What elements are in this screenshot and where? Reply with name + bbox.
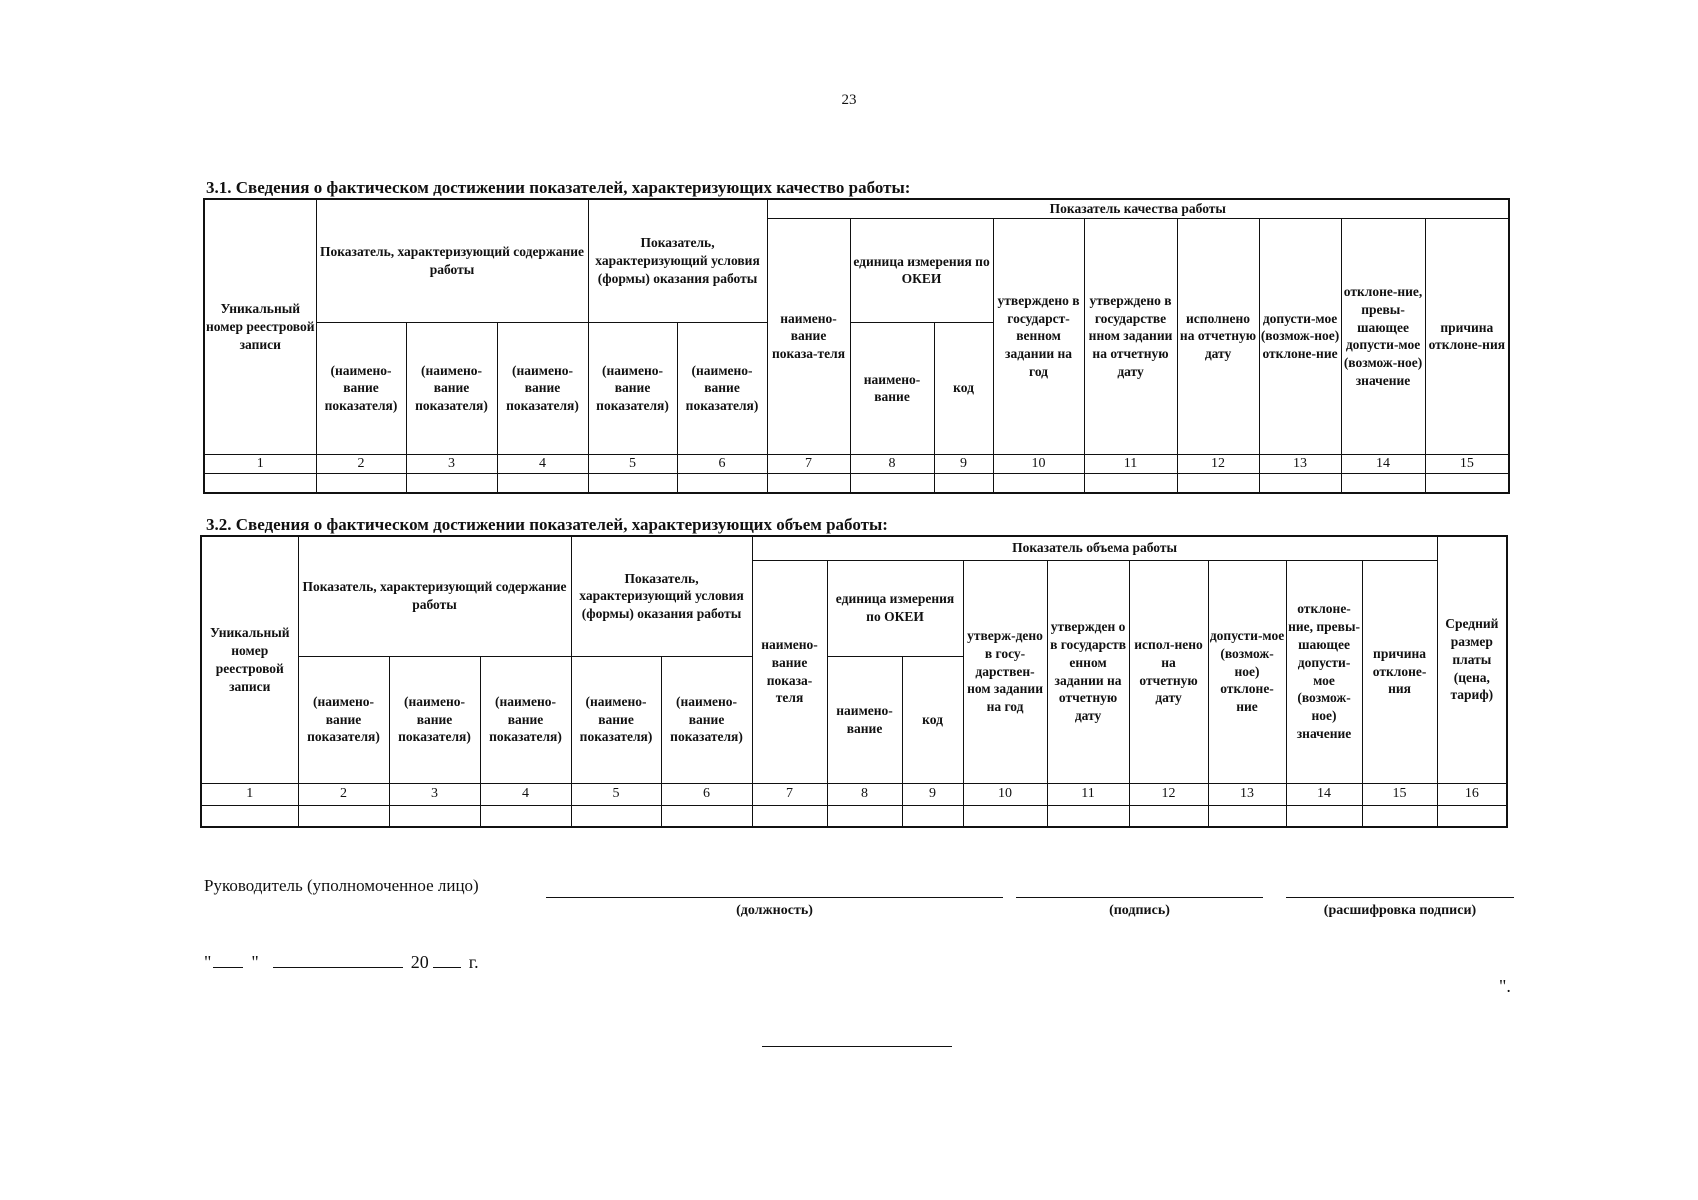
group-quality-indicator: Показатель качества работы xyxy=(767,199,1509,218)
column-number: 1 xyxy=(204,454,316,473)
page-number: 23 xyxy=(841,92,857,108)
column-number: 4 xyxy=(497,454,588,473)
empty-cell xyxy=(1084,474,1177,493)
column-number: 13 xyxy=(1259,454,1341,473)
empty-cell xyxy=(588,474,677,493)
month-blank[interactable] xyxy=(273,967,403,968)
empty-cell xyxy=(1129,805,1208,827)
column-number: 14 xyxy=(1286,783,1362,805)
col-content-indicator: Показатель, характеризующий содержание работы xyxy=(298,536,571,656)
end-mark: ". xyxy=(1499,976,1511,996)
column-number: 11 xyxy=(1084,454,1177,473)
col-conditions-indicator: Показатель, характеризующий условия (формы) оказания работы xyxy=(588,199,767,322)
column-number: 5 xyxy=(571,783,661,805)
signature-caption: (подпись) xyxy=(1109,903,1170,918)
column-number: 3 xyxy=(389,783,480,805)
column-number: 10 xyxy=(963,783,1047,805)
col-okei-name: наимено-вание xyxy=(827,656,902,783)
sub-indicator-name: (наимено-вание показателя) xyxy=(298,656,389,783)
sub-indicator-name: (наимено-вание показателя) xyxy=(661,656,752,783)
col-okei-unit: единица измерения по ОКЕИ xyxy=(850,218,993,322)
col-exceeding-deviation: отклоне-ние, превы-шающее допусти-мое (возмож-ное) значение xyxy=(1286,560,1362,783)
col-done-report-date: испол-нено на отчетную дату xyxy=(1129,560,1208,783)
col-allowed-deviation: допусти-мое (возмож-ное) отклоне-ние xyxy=(1208,560,1286,783)
column-number: 8 xyxy=(827,783,902,805)
column-number: 12 xyxy=(1177,454,1259,473)
sub-indicator-name: (наимено-вание показателя) xyxy=(406,322,497,454)
empty-cell xyxy=(902,805,963,827)
signature-line[interactable] xyxy=(1016,897,1263,898)
section-3-1-title: 3.1. Сведения о фактическом достижении показателей, характеризующих качество работы: xyxy=(206,178,911,197)
col-indicator-name: наимено-вание показа-теля xyxy=(752,560,827,783)
column-number: 7 xyxy=(752,783,827,805)
sub-indicator-name: (наимено-вание показателя) xyxy=(389,656,480,783)
decode-line[interactable] xyxy=(1286,897,1514,898)
sub-indicator-name: (наимено-вание показателя) xyxy=(571,656,661,783)
empty-cell xyxy=(963,805,1047,827)
column-number: 5 xyxy=(588,454,677,473)
column-number: 6 xyxy=(677,454,767,473)
col-okei-code: код xyxy=(934,322,993,454)
empty-cell xyxy=(934,474,993,493)
empty-cell xyxy=(204,474,316,493)
col-done-report-date: исполнено на отчетную дату xyxy=(1177,218,1259,454)
empty-cell xyxy=(389,805,480,827)
sub-indicator-name: (наимено-вание показателя) xyxy=(677,322,767,454)
column-number: 8 xyxy=(850,454,934,473)
col-approved-report-date: утверждено в государстве нном задании на отчетную дату xyxy=(1084,218,1177,454)
sub-indicator-name: (наимено-вание показателя) xyxy=(316,322,406,454)
col-approved-year: утверж-дено в госу-дарствен-ном задании на год xyxy=(963,560,1047,783)
table-row xyxy=(204,474,1509,493)
column-number: 2 xyxy=(298,783,389,805)
col-content-indicator: Показатель, характеризующий содержание работы xyxy=(316,199,588,322)
col-okei-unit: единица измерения по ОКЕИ xyxy=(827,560,963,656)
section-3-2-title: 3.2. Сведения о фактическом достижении показателей, характеризующих объем работы: xyxy=(206,515,888,534)
year-blank[interactable] xyxy=(433,967,461,968)
empty-cell xyxy=(1437,805,1507,827)
col-indicator-name: наимено-вание показа-теля xyxy=(767,218,850,454)
col-deviation-reason: причина отклоне-ния xyxy=(1362,560,1437,783)
col-deviation-reason: причина отклоне-ния xyxy=(1425,218,1509,454)
year-suffix: г. xyxy=(468,952,479,972)
column-number: 9 xyxy=(902,783,963,805)
empty-cell xyxy=(571,805,661,827)
column-number: 12 xyxy=(1129,783,1208,805)
table-row xyxy=(201,805,1507,827)
empty-cell xyxy=(993,474,1084,493)
day-blank[interactable] xyxy=(213,967,243,968)
empty-cell xyxy=(677,474,767,493)
empty-cell xyxy=(661,805,752,827)
signature-label: Руководитель (уполномоченное лицо) xyxy=(204,876,479,895)
col-approved-year: утверждено в государст-венном задании на год xyxy=(993,218,1084,454)
sub-indicator-name: (наимено-вание показателя) xyxy=(480,656,571,783)
empty-cell xyxy=(1341,474,1425,493)
empty-cell xyxy=(1208,805,1286,827)
column-number: 15 xyxy=(1425,454,1509,473)
column-number: 4 xyxy=(480,783,571,805)
empty-cell xyxy=(1286,805,1362,827)
empty-cell xyxy=(1362,805,1437,827)
col-allowed-deviation: допусти-мое (возмож-ное) отклоне-ние xyxy=(1259,218,1341,454)
quality-table xyxy=(203,198,1510,494)
date-line xyxy=(204,952,479,973)
sub-indicator-name: (наимено-вание показателя) xyxy=(497,322,588,454)
empty-cell xyxy=(1425,474,1509,493)
empty-cell xyxy=(827,805,902,827)
decode-caption: (расшифровка подписи) xyxy=(1323,903,1477,918)
column-number: 7 xyxy=(767,454,850,473)
sub-indicator-name: (наимено-вание показателя) xyxy=(588,322,677,454)
col-okei-code: код xyxy=(902,656,963,783)
col-unique-record-number: Уникальный номер реестровой записи xyxy=(201,536,298,783)
col-average-fee: Средний размер платы (цена, тариф) xyxy=(1437,536,1507,783)
empty-cell xyxy=(1047,805,1129,827)
column-number: 16 xyxy=(1437,783,1507,805)
col-unique-record-number: Уникальный номер реестровой записи xyxy=(204,199,316,454)
column-number: 6 xyxy=(661,783,752,805)
column-number: 9 xyxy=(934,454,993,473)
empty-cell xyxy=(752,805,827,827)
close-quote: " xyxy=(251,952,259,972)
column-number: 10 xyxy=(993,454,1084,473)
col-okei-name: наимено-вание xyxy=(850,322,934,454)
empty-cell xyxy=(201,805,298,827)
column-number: 2 xyxy=(316,454,406,473)
empty-cell xyxy=(1259,474,1341,493)
position-caption: (должность) xyxy=(736,903,813,918)
position-line[interactable] xyxy=(546,897,1003,898)
empty-cell xyxy=(767,474,850,493)
year-prefix: 20 xyxy=(410,952,429,972)
footer-divider xyxy=(762,1046,952,1047)
column-number: 14 xyxy=(1341,454,1425,473)
column-number: 1 xyxy=(201,783,298,805)
column-number: 11 xyxy=(1047,783,1129,805)
group-volume-indicator: Показатель объема работы xyxy=(752,536,1437,560)
empty-cell xyxy=(316,474,406,493)
column-number: 13 xyxy=(1208,783,1286,805)
empty-cell xyxy=(406,474,497,493)
empty-cell xyxy=(850,474,934,493)
empty-cell xyxy=(497,474,588,493)
empty-cell xyxy=(298,805,389,827)
volume-table xyxy=(200,535,1508,828)
col-conditions-indicator: Показатель, характеризующий условия (формы) оказания работы xyxy=(571,536,752,656)
empty-cell xyxy=(480,805,571,827)
col-exceeding-deviation: отклоне-ние, превы-шающее допусти-мое (возмож-ное) значение xyxy=(1341,218,1425,454)
empty-cell xyxy=(1177,474,1259,493)
open-quote: " xyxy=(204,952,212,972)
column-number: 15 xyxy=(1362,783,1437,805)
column-number: 3 xyxy=(406,454,497,473)
col-approved-report-date: утвержден о в государств енном задании на отчетную дату xyxy=(1047,560,1129,783)
